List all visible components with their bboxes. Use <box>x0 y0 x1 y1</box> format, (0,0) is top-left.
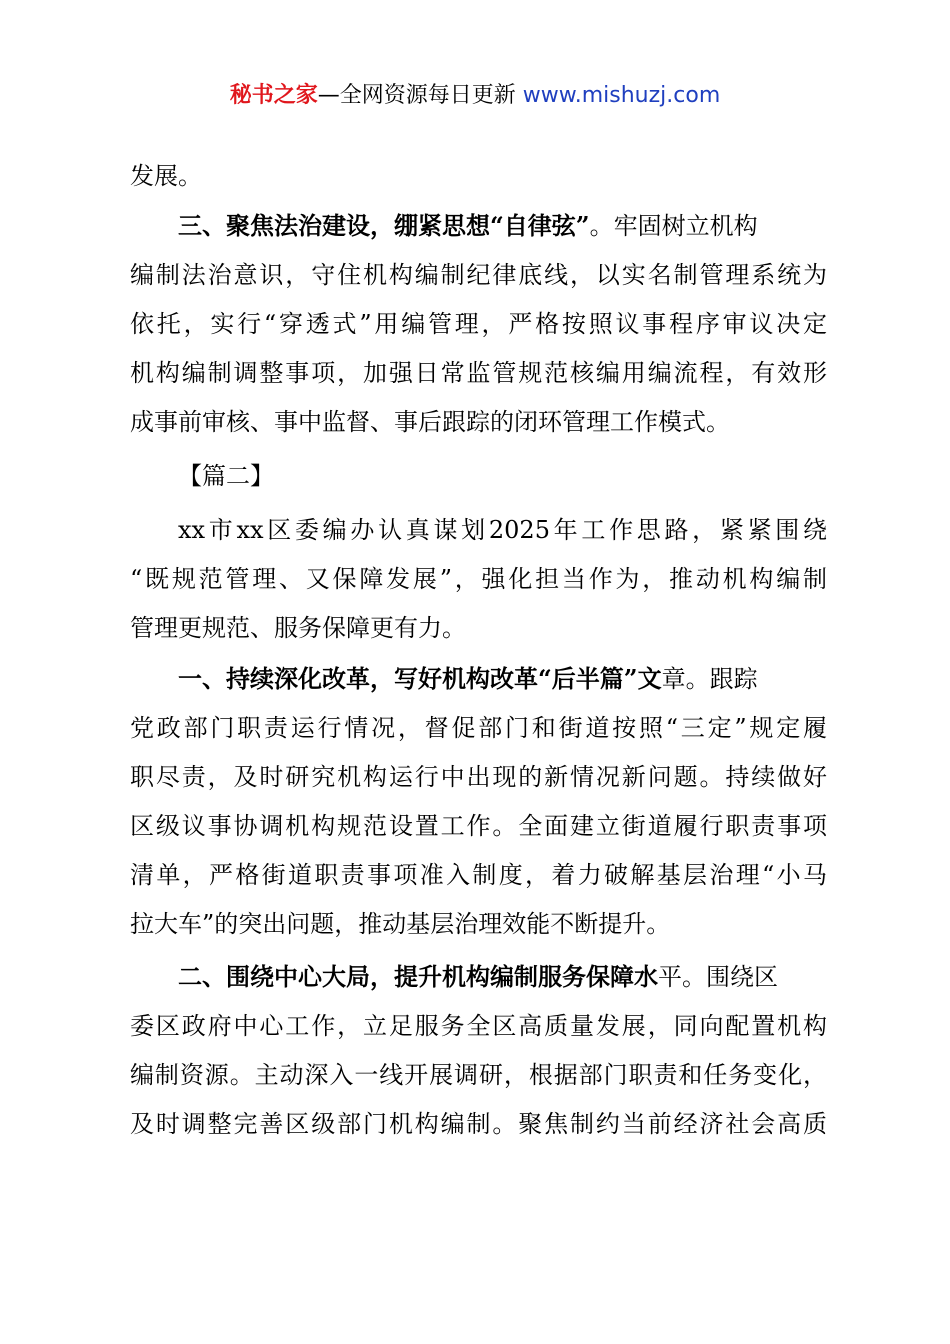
section-label: 【篇二】 <box>178 462 274 490</box>
text-line: 二、围绕中心大局，提升机构编制服务保障水平。围绕区 <box>178 962 778 991</box>
site-url-link[interactable]: www.mishuzj.com <box>522 83 721 108</box>
site-brand: 秘书之家 <box>229 83 318 108</box>
text-line: 党政部门职责运行情况，督促部门和街道按照“三定”规定履 <box>130 714 827 742</box>
text-line: 及时调整完善区级部门机构编制。聚焦制约当前经济社会高质 <box>130 1110 827 1138</box>
section-heading: 二、围绕中心大局，提升机构编制服务保障水 <box>178 962 658 991</box>
text-line: 编制法治意识，守住机构编制纪律底线，以实名制管理系统为 <box>130 261 827 289</box>
section-heading: 三、聚焦法治建设，绷紧思想“自律弦” <box>178 211 590 240</box>
text-line: 管理更规范、服务保障更有力。 <box>130 614 466 642</box>
text-line: 成事前审核、事中监督、事后跟踪的闭环管理工作模式。 <box>130 408 730 436</box>
text-line: 发展。 <box>130 162 202 190</box>
text-line: 拉大车”的突出问题，推动基层治理效能不断提升。 <box>130 910 671 938</box>
text-line: 区级议事协调机构规范设置工作。全面建立街道履行职责事项 <box>130 812 827 840</box>
text-line: 一、持续深化改革，写好机构改革“后半篇”文章。跟踪 <box>178 664 758 693</box>
text-line: 委区政府中心工作，立足服务全区高质量发展，同向配置机构 <box>130 1012 827 1040</box>
text-line: 机构编制调整事项，加强日常监管规范核编用编流程，有效形 <box>130 359 827 387</box>
site-header <box>0 78 950 114</box>
text-line: 编制资源。主动深入一线开展调研，根据部门职责和任务变化， <box>130 1061 827 1089</box>
text-line: xx市xx区委编办认真谋划2025年工作思路，紧紧围绕 <box>178 516 827 544</box>
text-line: “既规范管理、又保障发展”，强化担当作为，推动机构编制 <box>130 565 827 593</box>
site-tagline: —全网资源每日更新 <box>317 83 516 108</box>
text-line: 三、聚焦法治建设，绷紧思想“自律弦”。牢固树立机构 <box>178 211 758 240</box>
section-heading: 一、持续深化改革，写好机构改革“后半篇”文 <box>178 664 662 693</box>
text-line: 职尽责，及时研究机构运行中出现的新情况新问题。持续做好 <box>130 763 827 791</box>
text-line: 清单，严格街道职责事项准入制度，着力破解基层治理“小马 <box>130 861 827 889</box>
text-line: 依托，实行“穿透式”用编管理，严格按照议事程序审议决定 <box>130 310 827 338</box>
